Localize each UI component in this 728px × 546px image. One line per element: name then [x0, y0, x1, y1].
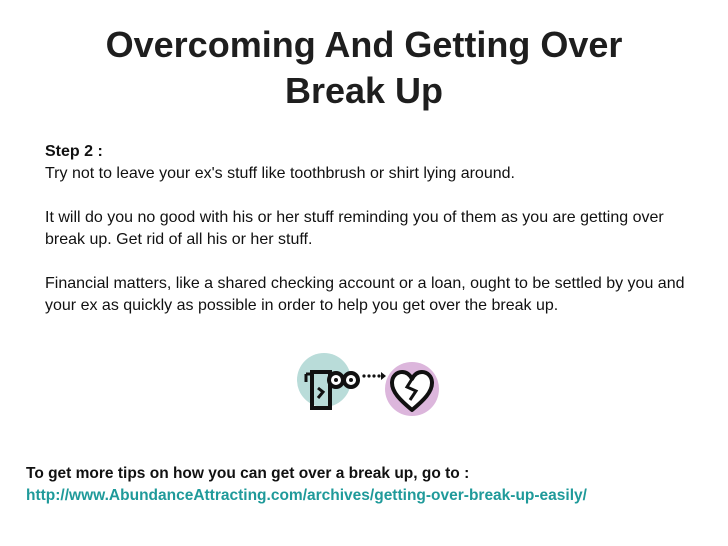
footer-link[interactable]: http://www.AbundanceAttracting.com/archives/getting-over-break-up-easily/: [26, 487, 587, 504]
dotted-arrow-icon: [362, 372, 386, 380]
paragraph-3: Financial matters, like a shared checking account or a loan, ought to be settled by you and your ex as quickly as possible in order to help you get over the break up.: [45, 275, 685, 314]
breakup-illustration: [292, 352, 442, 416]
page-title: [40, 22, 688, 114]
title-line-1: Overcoming And Getting Over: [105, 24, 623, 65]
paragraph-2: It will do you no good with his or her stuff reminding you of them as you are getting over break up. Get rid of all his or her stuff.: [45, 209, 664, 248]
broken-frame-glasses-icon: [297, 353, 358, 408]
step-label: Step 2 :: [45, 143, 103, 160]
broken-heart-icon: [385, 362, 439, 416]
paragraph-1: Try not to leave your ex's stuff like toothbrush or shirt lying around.: [45, 165, 515, 182]
footer-text: To get more tips on how you can get over a break up, go to :: [26, 465, 470, 482]
title-line-2: Break Up: [284, 70, 444, 111]
footer: [26, 463, 716, 507]
step-content: [45, 141, 695, 339]
